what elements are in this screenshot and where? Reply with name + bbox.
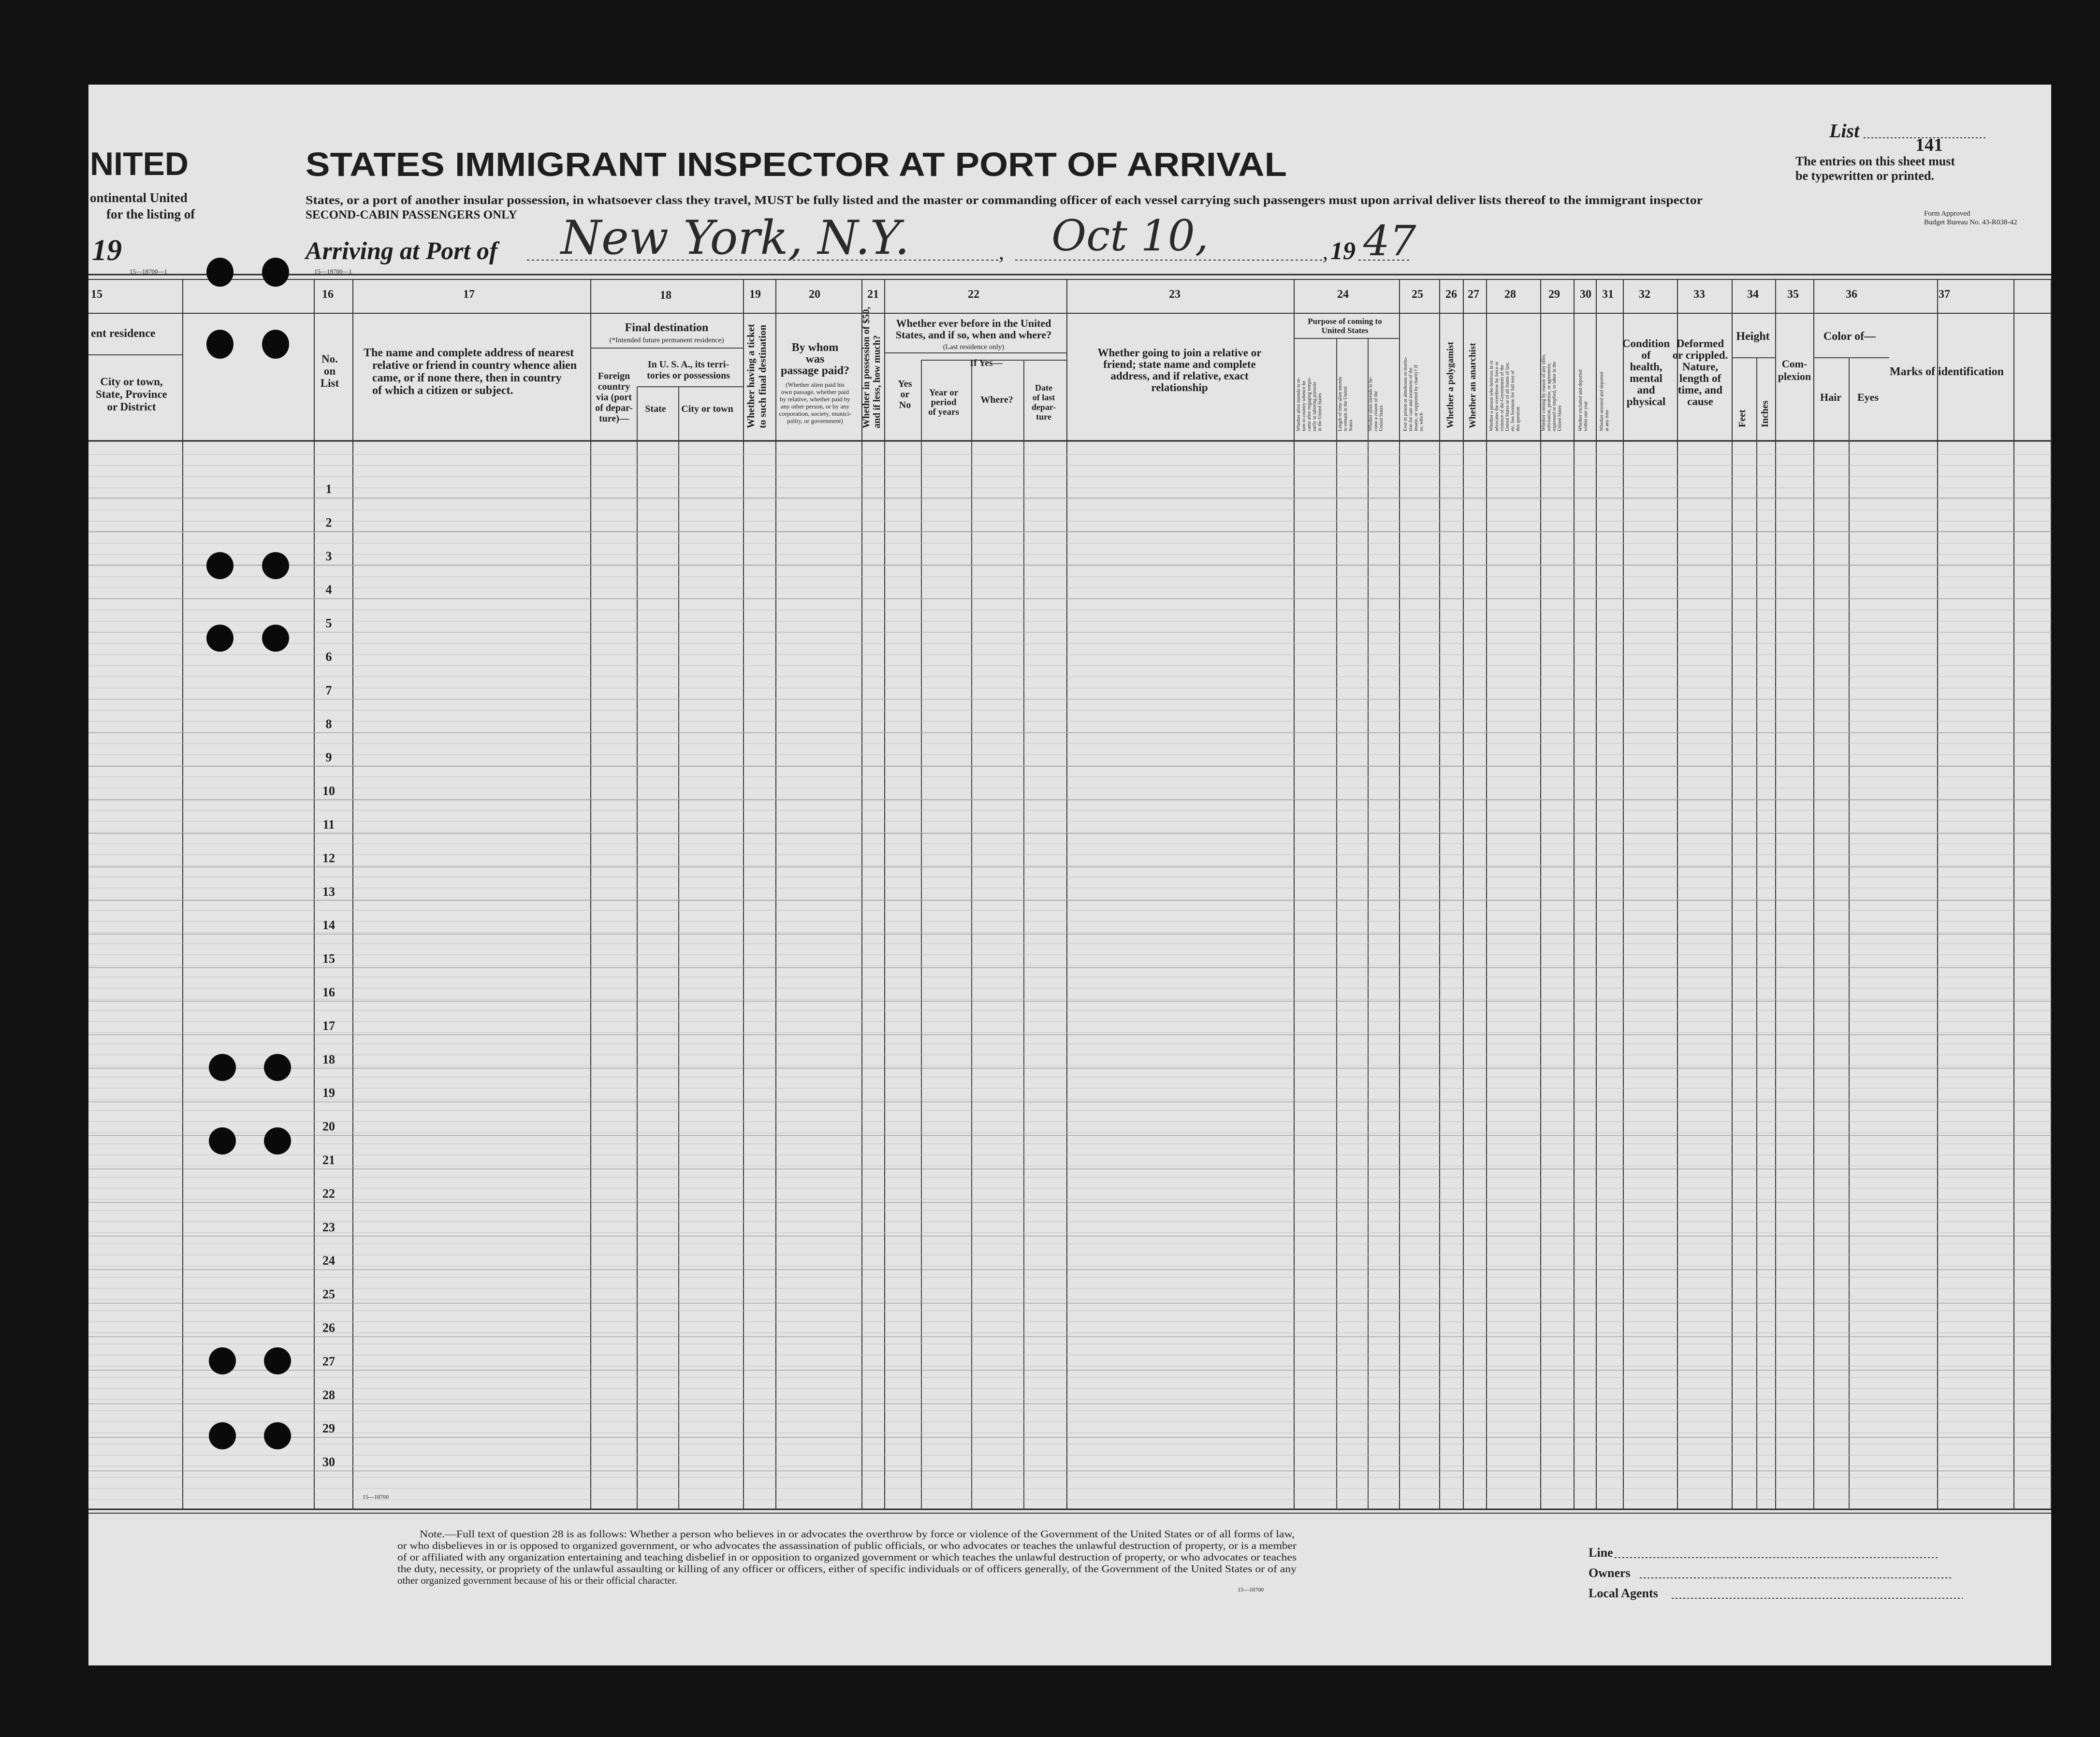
footer-note-3: of or affiliated with any organization entertaining and teaching disbelief in or opposition to organized government or which teaches the unlawful destruction of property, or who advocates or teaches: [397, 1551, 1297, 1563]
col-num-29: 29: [1548, 288, 1560, 301]
line-label: Line: [1589, 1546, 1613, 1560]
c24-v2-1: Length of time alien intends: [1338, 377, 1343, 431]
c22-head-sub: (Last residence only): [943, 343, 1005, 351]
c27-vert: Whether an anarchist: [1468, 343, 1478, 428]
c26-vert: Whether a polygamist: [1445, 341, 1456, 428]
row-number: 11: [322, 817, 335, 832]
entries-note-2: be typewritten or printed.: [1795, 169, 1934, 183]
punch-hole: [264, 1422, 291, 1449]
punch-hole: [209, 1127, 236, 1154]
col-num-31: 31: [1602, 288, 1614, 301]
row-number: 15: [322, 951, 335, 966]
row-number: 28: [322, 1387, 335, 1402]
c16-line-1: No.: [321, 353, 338, 365]
c33-line-2: or crippled.: [1672, 349, 1728, 361]
punch-hole: [262, 330, 289, 359]
col-num-18: 18: [660, 289, 671, 302]
c15-sub-3: or District: [107, 401, 156, 413]
col-num-17: 17: [463, 288, 475, 301]
c33-line-4: length of: [1679, 372, 1721, 384]
footer-note-code: 15—18700: [1238, 1586, 1264, 1593]
c24-v1-3: came after engaging tempo-: [1307, 377, 1312, 431]
row-number: 30: [322, 1455, 335, 1469]
c23-line-3: address, and if relative, exact: [1110, 370, 1249, 382]
form-code-a: 15—18700—1: [130, 268, 167, 275]
col-num-36: 36: [1846, 288, 1857, 301]
c22-where: Where?: [980, 394, 1013, 405]
c24-v2-3: States: [1348, 420, 1354, 431]
row-number: 21: [322, 1153, 335, 1167]
c19-vert-1: Whether having a ticket: [745, 323, 757, 428]
list-number: 141: [1915, 135, 1943, 155]
c31-v-1: Whether arrested and deported: [1599, 372, 1604, 431]
punch-hole: [206, 625, 233, 652]
col-num-24: 24: [1337, 288, 1349, 301]
row-number: 24: [322, 1254, 335, 1268]
col-num-37: 37: [1939, 288, 1950, 301]
row-number: 5: [325, 616, 332, 630]
col-num-26: 26: [1445, 288, 1457, 301]
footer-note-1: Note.—Full text of question 28 is as follows: Whether a person who believes in or advocates the overthrow by force or violence of the Government of the United States or of all forms of law,: [420, 1528, 1295, 1540]
date-value: Oct 10,: [1051, 211, 1209, 261]
c18-foreign-5: ture)—: [599, 413, 629, 424]
form-approved-1: Form Approved: [1924, 210, 1970, 218]
c24-v1-4: rarily in laboring pursuits: [1312, 382, 1317, 431]
c15-sub-2: State, Province: [96, 388, 167, 400]
col-num-22: 22: [968, 288, 979, 301]
c24-v1-1: Whether alien intends to re-: [1296, 377, 1301, 431]
row-number: 27: [322, 1354, 335, 1369]
c21-vert-2: and if less, how much?: [872, 335, 882, 428]
row-number: 2: [325, 515, 332, 530]
c24-v1-2: turn to country whence he: [1301, 380, 1307, 431]
punch-hole: [264, 1054, 291, 1081]
c24-v3-2: come a citizen of the: [1373, 391, 1379, 431]
c16-line-3: List: [320, 377, 339, 389]
c28-v-5: etc. See footnote for full text of: [1510, 370, 1516, 431]
punch-hole: [206, 552, 233, 579]
c16-line-2: on: [323, 365, 336, 377]
comma-1: ,: [999, 240, 1004, 264]
c35-line-1: Com-: [1781, 358, 1808, 370]
table-grid: [88, 275, 2051, 1513]
c18-foreign-4: of depar-: [595, 403, 633, 413]
footer-note-4: the duty, necessity, or propriety of the unlawful assaulting or killing of any officer or officers, either of specific individuals or of officers generally, of the Government of the United States or of any: [397, 1563, 1297, 1575]
col-num-20: 20: [809, 288, 820, 301]
row-number: 25: [322, 1287, 335, 1301]
c31-v-2: at any time: [1604, 409, 1610, 431]
punch-holes: [206, 258, 291, 1449]
c22-year-1: Year or: [929, 388, 959, 398]
c22-head-2: States, and if so, when and where?: [895, 329, 1052, 341]
c17-line-4: of which a citizen or subject.: [372, 384, 513, 397]
c34-inches: Inches: [1760, 400, 1770, 427]
row-number: 13: [322, 884, 335, 899]
form-code-b: 15—18700—1: [314, 268, 352, 275]
c15-head: ent residence: [91, 327, 156, 340]
col-num-25: 25: [1412, 288, 1423, 301]
row-number: 12: [322, 851, 335, 865]
col-num-34: 34: [1747, 288, 1759, 301]
c22-yesno-2: or: [900, 389, 910, 400]
c36-hair: Hair: [1820, 391, 1841, 403]
c32-line-3: health,: [1630, 361, 1662, 373]
c25-v-2: tion for care and treatment of the: [1408, 367, 1414, 431]
c22-date-1: Date: [1035, 383, 1052, 393]
c20-small-4: any other person, or by any: [780, 403, 850, 410]
year-value: 47: [1363, 217, 1416, 265]
c21-vert-1: Whether in possession of $50,: [861, 307, 872, 428]
arriving-label: Arriving at Port of: [306, 237, 498, 265]
row-number: 19: [322, 1086, 335, 1100]
left-fragment-line-2: for the listing of: [106, 207, 195, 221]
punch-hole: [262, 625, 289, 652]
row-number: 22: [322, 1186, 335, 1201]
punch-hole: [264, 1347, 291, 1374]
row-number: 7: [325, 683, 332, 698]
c17-line-2: relative or friend in country whence alien: [372, 359, 577, 372]
row-number: 23: [322, 1220, 335, 1234]
form-approved-2: Budget Bureau No. 43-R038-42: [1924, 219, 2017, 226]
c34-feet: Feet: [1737, 409, 1748, 427]
footer-note-2: or who disbelieves in or is opposed to organized government, or who advocates the assassination of public officials, or who advocates or teaches the unlawful destruction of property, or is a member: [397, 1540, 1297, 1551]
row-number: 20: [322, 1119, 335, 1134]
c32-line-6: physical: [1626, 395, 1666, 408]
c24-head-1: Purpose of coming to: [1308, 317, 1382, 326]
c18-foreign-2: country: [598, 381, 630, 392]
col-num-19: 19: [749, 288, 761, 301]
c33-line-5: time, and: [1678, 384, 1722, 396]
c33-line-3: Nature,: [1682, 361, 1719, 373]
c24-head-2: United States: [1321, 326, 1369, 335]
col-num-30: 30: [1580, 288, 1591, 301]
row-number: 10: [322, 784, 335, 798]
punch-hole: [206, 258, 233, 287]
c30-v-2: within one year: [1583, 401, 1589, 431]
c24-v3-1: Whether alien intends to be-: [1368, 376, 1373, 431]
c17-line-3: came, or if none there, then in country: [372, 372, 562, 384]
entries-note-1: The entries on this sheet must: [1795, 154, 1955, 168]
col-num-33: 33: [1693, 288, 1705, 301]
c20-small-5: corporation, society, munici-: [779, 410, 851, 417]
row-number: 8: [325, 716, 332, 731]
c32-line-2: of: [1641, 349, 1651, 361]
c22-yesno-1: Yes: [898, 379, 912, 389]
c23-line-1: Whether going to join a relative or: [1097, 347, 1262, 359]
c18-foreign-1: Foreign: [598, 371, 630, 381]
intro-line: States, or a port of another insular possession, in whatsoever class they travel, MUST be fully listed and the master or commanding officer of each vessel carrying such passengers must upon arrival deliver lists thereof to the immigrant inspector: [306, 194, 1703, 207]
c20-small-3: by relative, whether paid by: [780, 395, 850, 403]
c28-v-6: this question: [1516, 407, 1521, 431]
c20-small-1: (Whether alien paid his: [786, 381, 845, 388]
c28-v-1: Whether a person who believes in or: [1489, 360, 1494, 431]
agents-label: Local Agents: [1589, 1586, 1658, 1600]
bottom-form-code: 15—18700: [363, 1493, 389, 1500]
c20-small-6: pality, or government): [787, 417, 843, 424]
row-number: 29: [322, 1421, 335, 1436]
col-num-27: 27: [1468, 288, 1479, 301]
port-value: New York, N.Y.: [561, 211, 910, 265]
c18-usa-1: In U. S. A., its terri-: [647, 359, 729, 370]
c25-v-3: insane, or supported by charity? If: [1414, 365, 1419, 431]
form-title: STATES IMMIGRANT INSPECTOR AT PORT OF ARRIVAL: [306, 146, 1287, 183]
row-number: 18: [322, 1052, 335, 1066]
list-label: List: [1829, 120, 1860, 142]
c18-state: State: [645, 404, 666, 414]
c22-date-3: depar-: [1031, 402, 1056, 412]
c20-line-2: was: [805, 353, 825, 365]
c17-line-1: The name and complete address of nearest: [364, 347, 574, 359]
c18-usa-2: tories or possessions: [647, 370, 730, 381]
row-number: 9: [325, 750, 332, 765]
c29-v-4: United States: [1557, 405, 1562, 431]
c22-ifyes: If Yes—: [970, 358, 1003, 368]
c25-v-4: so, which: [1419, 412, 1424, 431]
col-num-35: 35: [1787, 288, 1799, 301]
c37-head: Marks of identification: [1890, 365, 2004, 378]
c22-yesno-3: No: [899, 400, 911, 410]
owners-label: Owners: [1589, 1566, 1631, 1580]
punch-hole: [209, 1422, 236, 1449]
c36-eyes: Eyes: [1857, 391, 1879, 403]
c15-sub-1: City or town,: [100, 376, 163, 388]
row-number: 14: [322, 918, 335, 933]
punch-hole: [209, 1347, 236, 1374]
punch-hole: [264, 1127, 291, 1154]
left-fragment-year: 19: [92, 234, 122, 267]
row-number: 6: [325, 650, 332, 664]
c18-head-sub: (*Intended future permanent residence): [609, 336, 724, 344]
row-number: 1: [325, 482, 332, 496]
col-num-32: 32: [1639, 288, 1650, 301]
c32-line-1: Condition: [1622, 337, 1670, 350]
row-number: 3: [325, 549, 332, 563]
c22-year-3: of years: [928, 407, 959, 417]
c20-line-3: passage paid?: [780, 365, 850, 377]
footer-note-5: other organized government because of his or their official character.: [397, 1575, 677, 1586]
c23-line-2: friend; state name and complete: [1103, 358, 1256, 370]
punch-hole: [209, 1054, 236, 1081]
col-num-23: 23: [1169, 288, 1181, 301]
c36-head: Color of—: [1823, 330, 1876, 343]
c18-foreign-3: via (port: [596, 392, 632, 403]
punch-hole: [206, 330, 233, 359]
punch-hole: [262, 552, 289, 579]
left-fragment-line-1: ontinental United: [90, 190, 188, 205]
c25-v-1: Ever in prison or almshouse or institu-: [1403, 357, 1408, 431]
col-num-21: 21: [867, 288, 879, 301]
row-number: 16: [322, 985, 335, 999]
c28-v-3: violence of the Government of the: [1500, 365, 1505, 431]
row-number: 4: [325, 583, 332, 597]
c29-v-2: solicitation, promise, or agreement,: [1546, 363, 1552, 431]
c24-v3-3: United States: [1379, 405, 1384, 431]
c29-v-1: Whether coming by reason of any offer,: [1541, 354, 1546, 431]
left-fragment-title: NITED: [90, 146, 189, 182]
c20-line-1: By whom: [791, 341, 839, 354]
c22-date-2: of last: [1032, 393, 1055, 402]
comma-2: ,: [1323, 240, 1328, 264]
c24-vertical-texts: [1296, 377, 1384, 431]
c18-city: City or town: [681, 404, 733, 414]
c28-v-2: advocates the overthrow by force or: [1494, 361, 1500, 431]
c22-date-4: ture: [1036, 412, 1051, 422]
c22-head-1: Whether ever before in the United: [896, 317, 1051, 329]
c18-head: Final destination: [625, 321, 709, 334]
c19-vert-2: to such final destination: [757, 324, 768, 428]
c29-v-3: expressed or implied, to labor in the: [1552, 361, 1557, 431]
col-num-28: 28: [1504, 288, 1516, 301]
year-prefix: 19: [1330, 237, 1356, 265]
c20-small-2: own passage, whether paid: [781, 388, 849, 395]
row-number: 17: [322, 1019, 335, 1033]
row-numbers: [322, 482, 335, 1469]
c33-line-1: Deformed: [1676, 337, 1724, 350]
c35-line-2: plexion: [1778, 370, 1811, 382]
c22-year-2: period: [931, 397, 957, 408]
c34-head: Height: [1736, 330, 1770, 343]
col-num-16: 16: [322, 288, 334, 301]
c23-line-4: relationship: [1151, 381, 1208, 394]
c24-v1-5: in the United States: [1317, 393, 1323, 431]
c32-line-4: mental: [1630, 372, 1662, 384]
c33-line-6: cause: [1687, 395, 1713, 408]
c28-v-4: United States or of all forms of law,: [1505, 362, 1510, 431]
c30-v-1: Whether excluded and deported: [1578, 369, 1583, 431]
c24-v2-2: to remain in the United: [1343, 386, 1348, 431]
col-num-15: 15: [91, 288, 102, 301]
c32-line-5: and: [1637, 384, 1655, 396]
class-line: SECOND-CABIN PASSENGERS ONLY: [306, 208, 517, 221]
row-number: 26: [322, 1321, 335, 1335]
punch-hole: [262, 258, 289, 287]
